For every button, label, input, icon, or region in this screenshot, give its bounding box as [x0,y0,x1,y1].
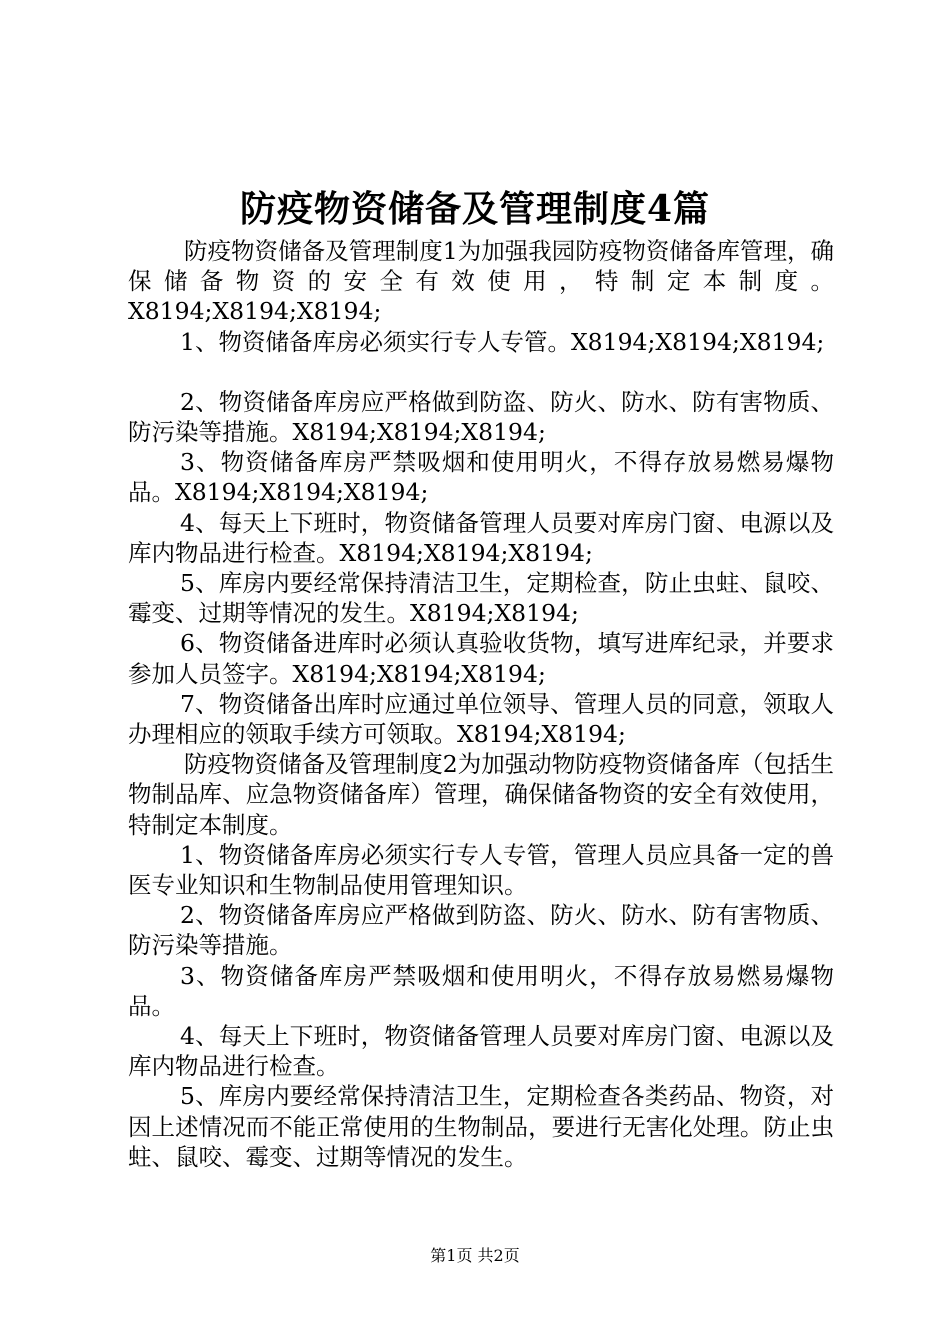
section-intro-paragraph: 防疫物资储备及管理制度2为加强动物防疫物资储备库（包括生物制品库、应急物资储备库）管理，确保储备物资的安全有效使用，特制定本制度。 [128,750,834,839]
section-intro-paragraph: 防疫物资储备及管理制度1为加强我园防疫物资储备库管理，确保储备物资的安全有效使用，特制定本制度。X8194;X8194;X8194; [128,237,834,326]
rule-paragraph: 7、物资储备出库时应通过单位领导、管理人员的同意，领取人办理相应的领取手续方可领取。X8194;X8194; [128,689,834,749]
page-number-footer: 第1页 共2页 [430,1246,520,1265]
rule-paragraph: 2、物资储备库房应严格做到防盗、防火、防水、防有害物质、防污染等措施。 [128,901,834,960]
rule-paragraph: 3、物资储备库房严禁吸烟和使用明火，不得存放易燃易爆物品。X8194;X8194;X8194; [128,448,834,507]
rule-paragraph: 1、物资储备库房必须实行专人专管。X8194;X8194;X8194; [180,327,825,356]
document-title: 防疫物资储备及管理制度4篇 [239,188,711,230]
document-body [128,236,834,1172]
rule-paragraph: 5、库房内要经常保持清洁卫生，定期检查各类药品、物资，对因上述情况而不能正常使用的生物制品，要进行无害化处理。防止虫蛀、鼠咬、霉变、过期等情况的发生。 [128,1082,834,1171]
rule-paragraph: 4、每天上下班时，物资储备管理人员要对库房门窗、电源以及库内物品进行检查。 [128,1022,834,1081]
rule-paragraph: 4、每天上下班时，物资储备管理人员要对库房门窗、电源以及库内物品进行检查。X8194;X8194;X8194; [128,508,834,567]
rule-paragraph: 1、物资储备库房必须实行专人专管，管理人员应具备一定的兽医专业知识和生物制品使用管理知识。 [128,840,834,900]
rule-paragraph: 3、物资储备库房严禁吸烟和使用明火，不得存放易燃易爆物品。 [128,961,834,1020]
rule-paragraph: 5、库房内要经常保持清洁卫生，定期检查，防止虫蛀、鼠咬、霉变、过期等情况的发生。X8194;X8194; [128,569,834,628]
rule-paragraph: 2、物资储备库房应严格做到防盗、防火、防水、防有害物质、防污染等措施。X8194;X8194;X8194; [128,387,834,447]
rule-paragraph: 6、物资储备进库时必须认真验收货物，填写进库纪录，并要求参加人员签字。X8194;X8194;X8194; [128,629,834,688]
